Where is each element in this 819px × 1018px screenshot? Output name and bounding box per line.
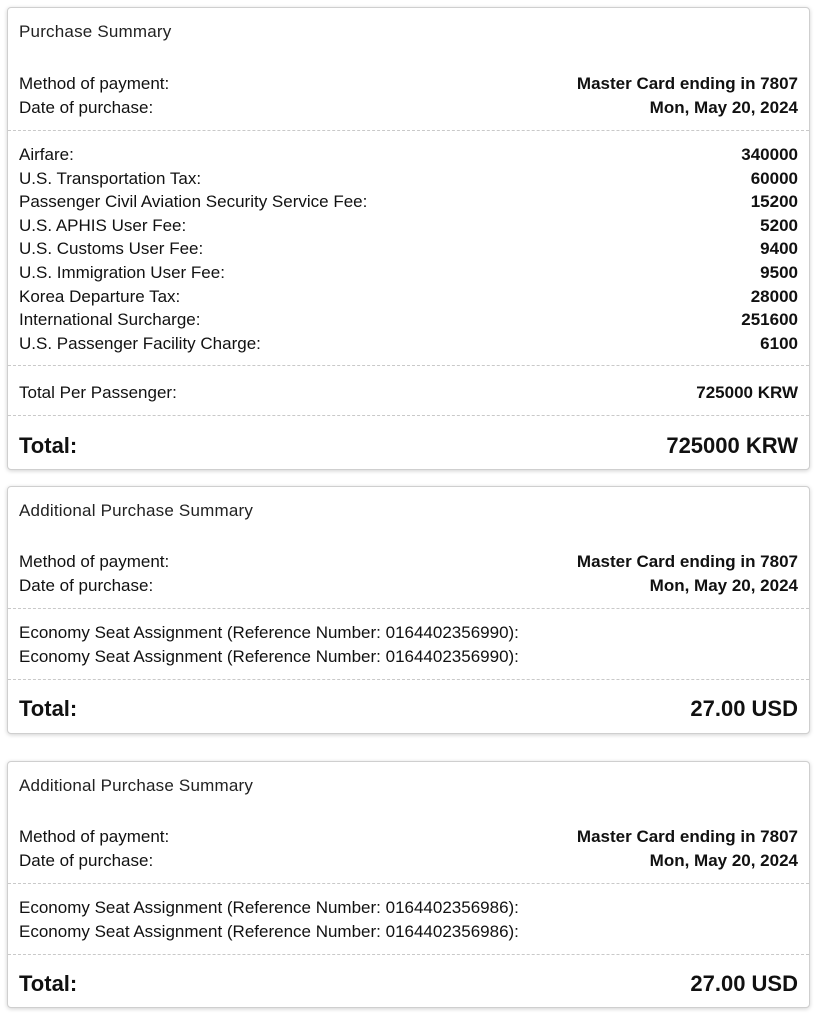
fee-label: Airfare:: [19, 145, 74, 164]
fee-row: [8, 167, 809, 191]
fee-value: 60000: [750, 168, 798, 188]
section-divider: [8, 608, 809, 609]
fee-label: Passenger Civil Aviation Security Service Fee:: [19, 192, 368, 212]
fee-value: 9500: [760, 262, 798, 282]
total-label: Total:: [19, 696, 78, 721]
total-label: Total:: [19, 971, 78, 996]
total-label: Total:: [19, 433, 78, 458]
per-passenger-label: Total Per Passenger:: [19, 383, 177, 402]
payment-method-row: [8, 825, 809, 849]
payment-method-row: [8, 550, 809, 574]
total-value: 27.00 USD: [690, 696, 798, 721]
fee-row: [8, 237, 809, 261]
fee-value: 340000: [741, 145, 798, 164]
fee-label: Korea Departure Tax:: [19, 286, 181, 306]
fee-row: [8, 143, 809, 167]
total-value: 27.00 USD: [690, 971, 798, 996]
payment-method-label: Method of payment:: [19, 552, 170, 571]
section-divider: [8, 365, 809, 366]
total-row: [8, 969, 809, 999]
payment-method-value: Master Card ending in 7807: [576, 552, 798, 571]
purchase-date-value: Mon, May 20, 2024: [649, 97, 798, 117]
payment-method-label: Method of payment:: [19, 74, 170, 93]
fee-value: 15200: [750, 192, 798, 212]
purchase-date-row: [8, 96, 809, 120]
per-passenger-section: [8, 381, 809, 405]
seat-items-section: [8, 621, 809, 668]
payment-method-label: Method of payment:: [19, 827, 170, 846]
payment-method-value: Master Card ending in 7807: [576, 827, 798, 846]
total-row: [8, 694, 809, 724]
section-divider: [8, 883, 809, 884]
section-divider: [8, 130, 809, 131]
fee-row: [8, 214, 809, 238]
fee-breakdown-section: [8, 143, 809, 355]
section-divider: [8, 954, 809, 955]
fee-label: U.S. Passenger Facility Charge:: [19, 333, 261, 353]
per-passenger-row: [8, 381, 809, 405]
seat-items-section: [8, 896, 809, 943]
fee-label: U.S. APHIS User Fee:: [19, 215, 187, 235]
fee-value: 6100: [760, 333, 798, 353]
purchase-summary-title: Purchase Summary: [19, 22, 172, 41]
seat-assignment-item: Economy Seat Assignment (Reference Number: 0164402356986):: [19, 898, 519, 917]
fee-row: [8, 190, 809, 214]
payment-info-section: [8, 72, 809, 119]
seat-assignment-item: Economy Seat Assignment (Reference Number: 0164402356990):: [19, 646, 519, 666]
fee-value: 5200: [760, 215, 798, 235]
purchase-date-value: Mon, May 20, 2024: [649, 850, 798, 870]
fee-value: 251600: [741, 310, 798, 330]
fee-row: [8, 261, 809, 285]
fee-row: [8, 332, 809, 356]
section-divider: [8, 679, 809, 680]
fee-value: 28000: [750, 286, 798, 306]
purchase-date-label: Date of purchase:: [19, 97, 154, 117]
fee-label: U.S. Customs User Fee:: [19, 239, 204, 259]
seat-assignment-item: Economy Seat Assignment (Reference Number: 0164402356986):: [19, 921, 519, 941]
purchase-date-value: Mon, May 20, 2024: [649, 575, 798, 595]
fee-label: International Surcharge:: [19, 310, 201, 330]
payment-info-section: [8, 550, 809, 597]
total-row: [8, 431, 809, 461]
fee-label: U.S. Transportation Tax:: [19, 168, 202, 188]
payment-method-row: [8, 72, 809, 96]
seat-assignment-item: Economy Seat Assignment (Reference Number: 0164402356990):: [19, 623, 519, 642]
purchase-date-label: Date of purchase:: [19, 850, 154, 870]
fee-label: U.S. Immigration User Fee:: [19, 262, 225, 282]
purchase-summary-card: [7, 7, 810, 470]
purchase-date-row: [8, 574, 809, 598]
fee-row: [8, 308, 809, 332]
additional-purchase-card: [7, 486, 810, 734]
per-passenger-value: 725000 KRW: [696, 383, 798, 402]
additional-purchase-title: Additional Purchase Summary: [19, 501, 254, 520]
payment-info-section: [8, 825, 809, 872]
section-divider: [8, 415, 809, 416]
additional-purchase-title: Additional Purchase Summary: [19, 776, 254, 795]
purchase-date-row: [8, 849, 809, 873]
total-value: 725000 KRW: [666, 433, 798, 458]
purchase-date-label: Date of purchase:: [19, 575, 154, 595]
additional-purchase-card: [7, 761, 810, 1008]
payment-method-value: Master Card ending in 7807: [576, 74, 798, 93]
fee-value: 9400: [760, 239, 798, 259]
fee-row: [8, 285, 809, 309]
